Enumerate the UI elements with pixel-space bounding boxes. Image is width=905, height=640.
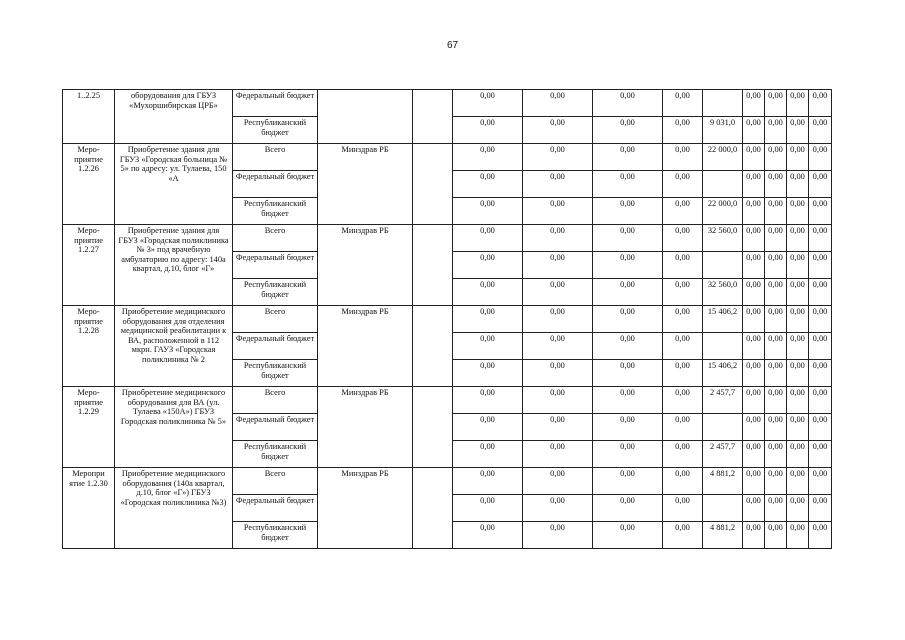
value-cell: 0,00 (809, 468, 832, 495)
value-cell: 0,00 (453, 306, 523, 333)
measure-name: Приобретение медицинского оборудования (140а квартал, д.10, блог «Г») ГБУЗ «Городская поликлиника №3) (115, 468, 233, 549)
value-cell (703, 252, 743, 279)
value-cell: 0,00 (765, 198, 787, 225)
funding-source: Федеральный бюджет (233, 414, 318, 441)
value-cell: 0,00 (809, 522, 832, 549)
value-cell: 0,00 (743, 171, 765, 198)
value-cell: 0,00 (809, 279, 832, 306)
measure-code: Меро-приятие 1.2.29 (63, 387, 115, 468)
value-cell: 0,00 (453, 441, 523, 468)
table-row (63, 468, 832, 495)
measure-name: Приобретение медицинского оборудования для отделения медицинской реабилитации к ВА, расположенной в 112 мкрн. ГАУЗ «Городская поликлиника № 2 (115, 306, 233, 387)
value-cell: 0,00 (787, 117, 809, 144)
value-cell: 0,00 (663, 441, 703, 468)
value-cell: 0,00 (523, 117, 593, 144)
value-cell: 0,00 (663, 252, 703, 279)
value-cell: 0,00 (453, 495, 523, 522)
value-cell: 4 881,2 (703, 468, 743, 495)
value-cell: 0,00 (809, 90, 832, 117)
value-cell: 0,00 (593, 306, 663, 333)
measure-code: 1..2.25 (63, 90, 115, 144)
value-cell: 0,00 (765, 468, 787, 495)
funding-source: Всего (233, 225, 318, 252)
funding-source: Федеральный бюджет (233, 171, 318, 198)
spacer-cell (413, 387, 453, 468)
value-cell: 0,00 (593, 225, 663, 252)
spacer-cell (413, 144, 453, 225)
value-cell: 0,00 (743, 198, 765, 225)
value-cell: 0,00 (593, 468, 663, 495)
value-cell: 0,00 (663, 90, 703, 117)
value-cell: 0,00 (453, 360, 523, 387)
funding-source: Федеральный бюджет (233, 252, 318, 279)
value-cell: 15 406,2 (703, 360, 743, 387)
table-row (63, 144, 832, 171)
value-cell: 0,00 (743, 306, 765, 333)
value-cell: 0,00 (523, 171, 593, 198)
table-row (63, 225, 832, 252)
measure-name: Приобретение здания для ГБУЗ «Городская больница № 5» по адресу: ул. Тулаева, 150 «А (115, 144, 233, 225)
value-cell: 0,00 (765, 441, 787, 468)
value-cell: 0,00 (809, 198, 832, 225)
value-cell: 9 031,0 (703, 117, 743, 144)
value-cell: 0,00 (663, 198, 703, 225)
measure-code: Меропри ятие 1.2.30 (63, 468, 115, 549)
measure-name: оборудования для ГБУЗ «Мухоршибирская ЦРБ» (115, 90, 233, 144)
value-cell: 0,00 (453, 171, 523, 198)
value-cell: 32 560,0 (703, 225, 743, 252)
spacer-cell (413, 306, 453, 387)
value-cell: 0,00 (743, 90, 765, 117)
value-cell: 0,00 (809, 225, 832, 252)
value-cell: 0,00 (593, 279, 663, 306)
value-cell: 4 881,2 (703, 522, 743, 549)
value-cell: 0,00 (593, 522, 663, 549)
executor: Минздрав РБ (318, 468, 413, 549)
value-cell: 0,00 (523, 387, 593, 414)
value-cell: 0,00 (787, 522, 809, 549)
value-cell: 0,00 (663, 387, 703, 414)
value-cell: 0,00 (593, 171, 663, 198)
value-cell: 0,00 (809, 414, 832, 441)
value-cell: 0,00 (743, 225, 765, 252)
value-cell: 0,00 (787, 90, 809, 117)
value-cell: 0,00 (663, 522, 703, 549)
value-cell (703, 495, 743, 522)
funding-source: Федеральный бюджет (233, 333, 318, 360)
value-cell: 0,00 (787, 468, 809, 495)
measure-code: Меро-приятие 1.2.28 (63, 306, 115, 387)
value-cell: 0,00 (593, 252, 663, 279)
funding-source: Федеральный бюджет (233, 90, 318, 117)
value-cell: 0,00 (523, 333, 593, 360)
value-cell: 0,00 (663, 144, 703, 171)
value-cell: 0,00 (593, 441, 663, 468)
value-cell: 0,00 (809, 252, 832, 279)
value-cell: 0,00 (765, 171, 787, 198)
measure-code: Меро-приятие 1.2.27 (63, 225, 115, 306)
funding-source: Всего (233, 306, 318, 333)
value-cell: 0,00 (765, 387, 787, 414)
value-cell: 0,00 (453, 90, 523, 117)
funding-source: Федеральный бюджет (233, 495, 318, 522)
value-cell: 0,00 (523, 198, 593, 225)
table-row (63, 306, 832, 333)
table-row (63, 387, 832, 414)
value-cell: 0,00 (523, 522, 593, 549)
value-cell: 0,00 (787, 225, 809, 252)
funding-source: Республиканский бюджет (233, 117, 318, 144)
funding-source: Всего (233, 387, 318, 414)
value-cell: 0,00 (523, 225, 593, 252)
value-cell: 0,00 (523, 306, 593, 333)
value-cell: 0,00 (787, 387, 809, 414)
value-cell: 0,00 (593, 387, 663, 414)
value-cell: 0,00 (765, 279, 787, 306)
funding-source: Всего (233, 144, 318, 171)
value-cell: 0,00 (809, 360, 832, 387)
value-cell: 0,00 (593, 144, 663, 171)
value-cell: 0,00 (593, 117, 663, 144)
value-cell (703, 171, 743, 198)
value-cell: 0,00 (787, 279, 809, 306)
value-cell: 0,00 (809, 495, 832, 522)
value-cell: 0,00 (765, 306, 787, 333)
value-cell: 0,00 (523, 279, 593, 306)
value-cell: 0,00 (809, 333, 832, 360)
value-cell: 0,00 (765, 414, 787, 441)
value-cell: 2 457,7 (703, 387, 743, 414)
value-cell: 0,00 (809, 387, 832, 414)
value-cell: 0,00 (765, 117, 787, 144)
measure-name: Приобретение медицинского оборудования для ВА (ул. Тулаева «150А») ГБУЗ Городская поликлиника № 5» (115, 387, 233, 468)
value-cell: 0,00 (453, 387, 523, 414)
measure-name: Приобретение здания для ГБУЗ «Городская поликлиника № 3» под врачебную амбулаторию по адресу: 140а квартал, д.10, блог «Г» (115, 225, 233, 306)
value-cell: 0,00 (663, 171, 703, 198)
value-cell: 0,00 (787, 306, 809, 333)
value-cell: 0,00 (743, 441, 765, 468)
spacer-cell (413, 90, 453, 144)
value-cell: 0,00 (765, 252, 787, 279)
value-cell: 0,00 (453, 144, 523, 171)
value-cell: 0,00 (663, 360, 703, 387)
value-cell: 0,00 (809, 306, 832, 333)
value-cell: 0,00 (453, 333, 523, 360)
executor: Минздрав РБ (318, 387, 413, 468)
value-cell: 0,00 (765, 495, 787, 522)
value-cell: 0,00 (593, 90, 663, 117)
value-cell: 0,00 (523, 495, 593, 522)
value-cell: 2 457,7 (703, 441, 743, 468)
value-cell: 0,00 (787, 333, 809, 360)
value-cell: 0,00 (765, 144, 787, 171)
executor (318, 90, 413, 144)
value-cell: 0,00 (453, 279, 523, 306)
value-cell: 0,00 (523, 414, 593, 441)
value-cell: 0,00 (787, 198, 809, 225)
value-cell: 0,00 (663, 306, 703, 333)
table-row (63, 90, 832, 117)
value-cell (703, 414, 743, 441)
value-cell: 0,00 (787, 441, 809, 468)
value-cell: 0,00 (453, 117, 523, 144)
value-cell: 0,00 (765, 333, 787, 360)
value-cell: 0,00 (743, 387, 765, 414)
value-cell: 0,00 (453, 198, 523, 225)
value-cell: 0,00 (523, 144, 593, 171)
value-cell: 0,00 (743, 144, 765, 171)
value-cell: 0,00 (593, 414, 663, 441)
funding-source: Республиканский бюджет (233, 441, 318, 468)
value-cell: 0,00 (743, 252, 765, 279)
executor: Минздрав РБ (318, 225, 413, 306)
value-cell: 15 406,2 (703, 306, 743, 333)
value-cell: 0,00 (453, 225, 523, 252)
value-cell: 0,00 (523, 441, 593, 468)
value-cell (703, 90, 743, 117)
executor: Минздрав РБ (318, 144, 413, 225)
value-cell: 0,00 (765, 522, 787, 549)
value-cell: 0,00 (453, 522, 523, 549)
value-cell: 0,00 (523, 90, 593, 117)
value-cell: 0,00 (743, 360, 765, 387)
funding-source: Республиканский бюджет (233, 522, 318, 549)
value-cell: 0,00 (453, 468, 523, 495)
value-cell: 32 560,0 (703, 279, 743, 306)
value-cell: 0,00 (593, 495, 663, 522)
value-cell: 0,00 (743, 117, 765, 144)
value-cell: 0,00 (453, 414, 523, 441)
value-cell: 0,00 (765, 360, 787, 387)
value-cell: 0,00 (765, 225, 787, 252)
value-cell: 0,00 (787, 414, 809, 441)
page-number: 67 (446, 40, 459, 51)
value-cell: 0,00 (663, 468, 703, 495)
budget-table (62, 89, 832, 549)
value-cell: 0,00 (743, 468, 765, 495)
value-cell: 0,00 (809, 117, 832, 144)
funding-source: Республиканский бюджет (233, 360, 318, 387)
value-cell: 0,00 (523, 252, 593, 279)
value-cell: 0,00 (663, 414, 703, 441)
funding-source: Всего (233, 468, 318, 495)
value-cell: 22 000,0 (703, 144, 743, 171)
value-cell (703, 333, 743, 360)
value-cell: 0,00 (523, 360, 593, 387)
value-cell: 0,00 (743, 333, 765, 360)
value-cell: 0,00 (787, 360, 809, 387)
funding-source: Республиканский бюджет (233, 279, 318, 306)
value-cell: 0,00 (743, 522, 765, 549)
value-cell: 0,00 (809, 171, 832, 198)
value-cell: 0,00 (809, 144, 832, 171)
value-cell: 0,00 (663, 117, 703, 144)
value-cell: 0,00 (787, 252, 809, 279)
value-cell: 0,00 (663, 225, 703, 252)
value-cell: 0,00 (593, 360, 663, 387)
executor: Минздрав РБ (318, 306, 413, 387)
value-cell: 0,00 (593, 333, 663, 360)
value-cell: 0,00 (765, 90, 787, 117)
value-cell: 0,00 (453, 252, 523, 279)
value-cell: 0,00 (809, 441, 832, 468)
value-cell: 0,00 (743, 495, 765, 522)
spacer-cell (413, 468, 453, 549)
spacer-cell (413, 225, 453, 306)
value-cell: 22 000,0 (703, 198, 743, 225)
value-cell: 0,00 (743, 279, 765, 306)
funding-source: Республиканский бюджет (233, 198, 318, 225)
table-body (63, 90, 832, 549)
value-cell: 0,00 (663, 495, 703, 522)
value-cell: 0,00 (787, 171, 809, 198)
measure-code: Меро-приятие 1.2.26 (63, 144, 115, 225)
value-cell: 0,00 (787, 144, 809, 171)
value-cell: 0,00 (523, 468, 593, 495)
value-cell: 0,00 (663, 279, 703, 306)
value-cell: 0,00 (743, 414, 765, 441)
value-cell: 0,00 (593, 198, 663, 225)
value-cell: 0,00 (663, 333, 703, 360)
value-cell: 0,00 (787, 495, 809, 522)
